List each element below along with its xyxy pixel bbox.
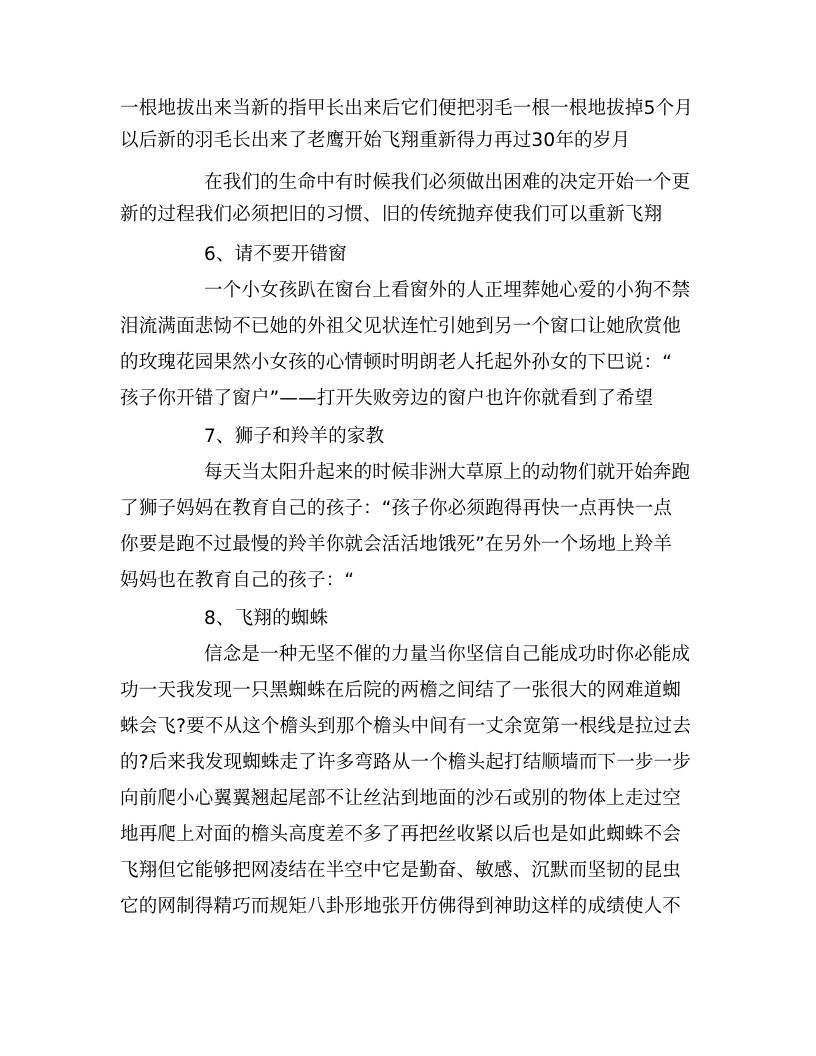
paragraph-line: 每天当太阳升起来的时候非洲大草原上的动物们就开始奔跑 <box>204 462 691 483</box>
paragraph-line: 它的网制得精巧而规矩八卦形地张开仿佛得到神助这样的成绩使人不 <box>120 896 682 917</box>
paragraph-line: 新的过程我们必须把旧的习惯、旧的传统抛弃使我们可以重新飞翔 <box>120 204 663 225</box>
paragraph-line: 信念是一种无坚不催的力量当你坚信自己能成功时你必能成 <box>204 644 691 665</box>
paragraph-line: 孩子你开错了窗户”——打开失败旁边的窗户也许你就看到了希望 <box>120 388 654 409</box>
paragraph-line: 你要是跑不过最慢的羚羊你就会活活地饿死”在另外一个场地上羚羊 <box>120 534 673 555</box>
paragraph-line: 以后新的羽毛长出来了老鹰开始飞翔重新得力再过30年的岁月 <box>120 130 631 151</box>
paragraph-line: 功一天我发现一只黑蜘蛛在后院的两檐之间结了一张很大的网难道蜘 <box>120 680 682 701</box>
paragraph-line: 的玫瑰花园果然小女孩的心情顿时明朗老人托起外孙女的下巴说：“ <box>120 352 673 373</box>
section-heading: 7、狮子和羚羊的家教 <box>204 426 385 447</box>
paragraph-line: 向前爬小心翼翼翘起尾部不让丝沾到地面的沙石或别的物体上走过空 <box>120 788 682 809</box>
paragraph-line: 地再爬上对面的檐头高度差不多了再把丝收紧以后也是如此蜘蛛不会 <box>120 824 682 845</box>
paragraph-line: 的?后来我发现蜘蛛走了许多弯路从一个檐头起打结顺墙而下一步一步 <box>120 752 692 773</box>
paragraph-line: 蛛会飞?要不从这个檐头到那个檐头中间有一丈余宽第一根线是拉过去 <box>120 716 692 737</box>
section-heading: 6、请不要开错窗 <box>204 244 347 265</box>
paragraph-line: 泪流满面悲恸不已她的外祖父见状连忙引她到另一个窗口让她欣赏他 <box>120 316 682 337</box>
paragraph-line: 了狮子妈妈在教育自己的孩子：“孩子你必须跑得再快一点再快一点 <box>120 498 673 519</box>
paragraph-line: 在我们的生命中有时候我们必须做出困难的决定开始一个更 <box>204 172 691 193</box>
section-heading: 8、飞翔的蜘蛛 <box>204 608 329 629</box>
paragraph-line: 飞翔但它能够把网凌结在半空中它是勤奋、敏感、沉默而坚韧的昆虫 <box>120 860 682 881</box>
paragraph-line: 妈妈也在教育自己的孩子：“ <box>120 570 355 591</box>
paragraph-line: 一个小女孩趴在窗台上看窗外的人正埋葬她心爱的小狗不禁 <box>204 280 691 301</box>
paragraph-line: 一根地拔出来当新的指甲长出来后它们便把羽毛一根一根地拔掉5个月 <box>120 98 693 119</box>
